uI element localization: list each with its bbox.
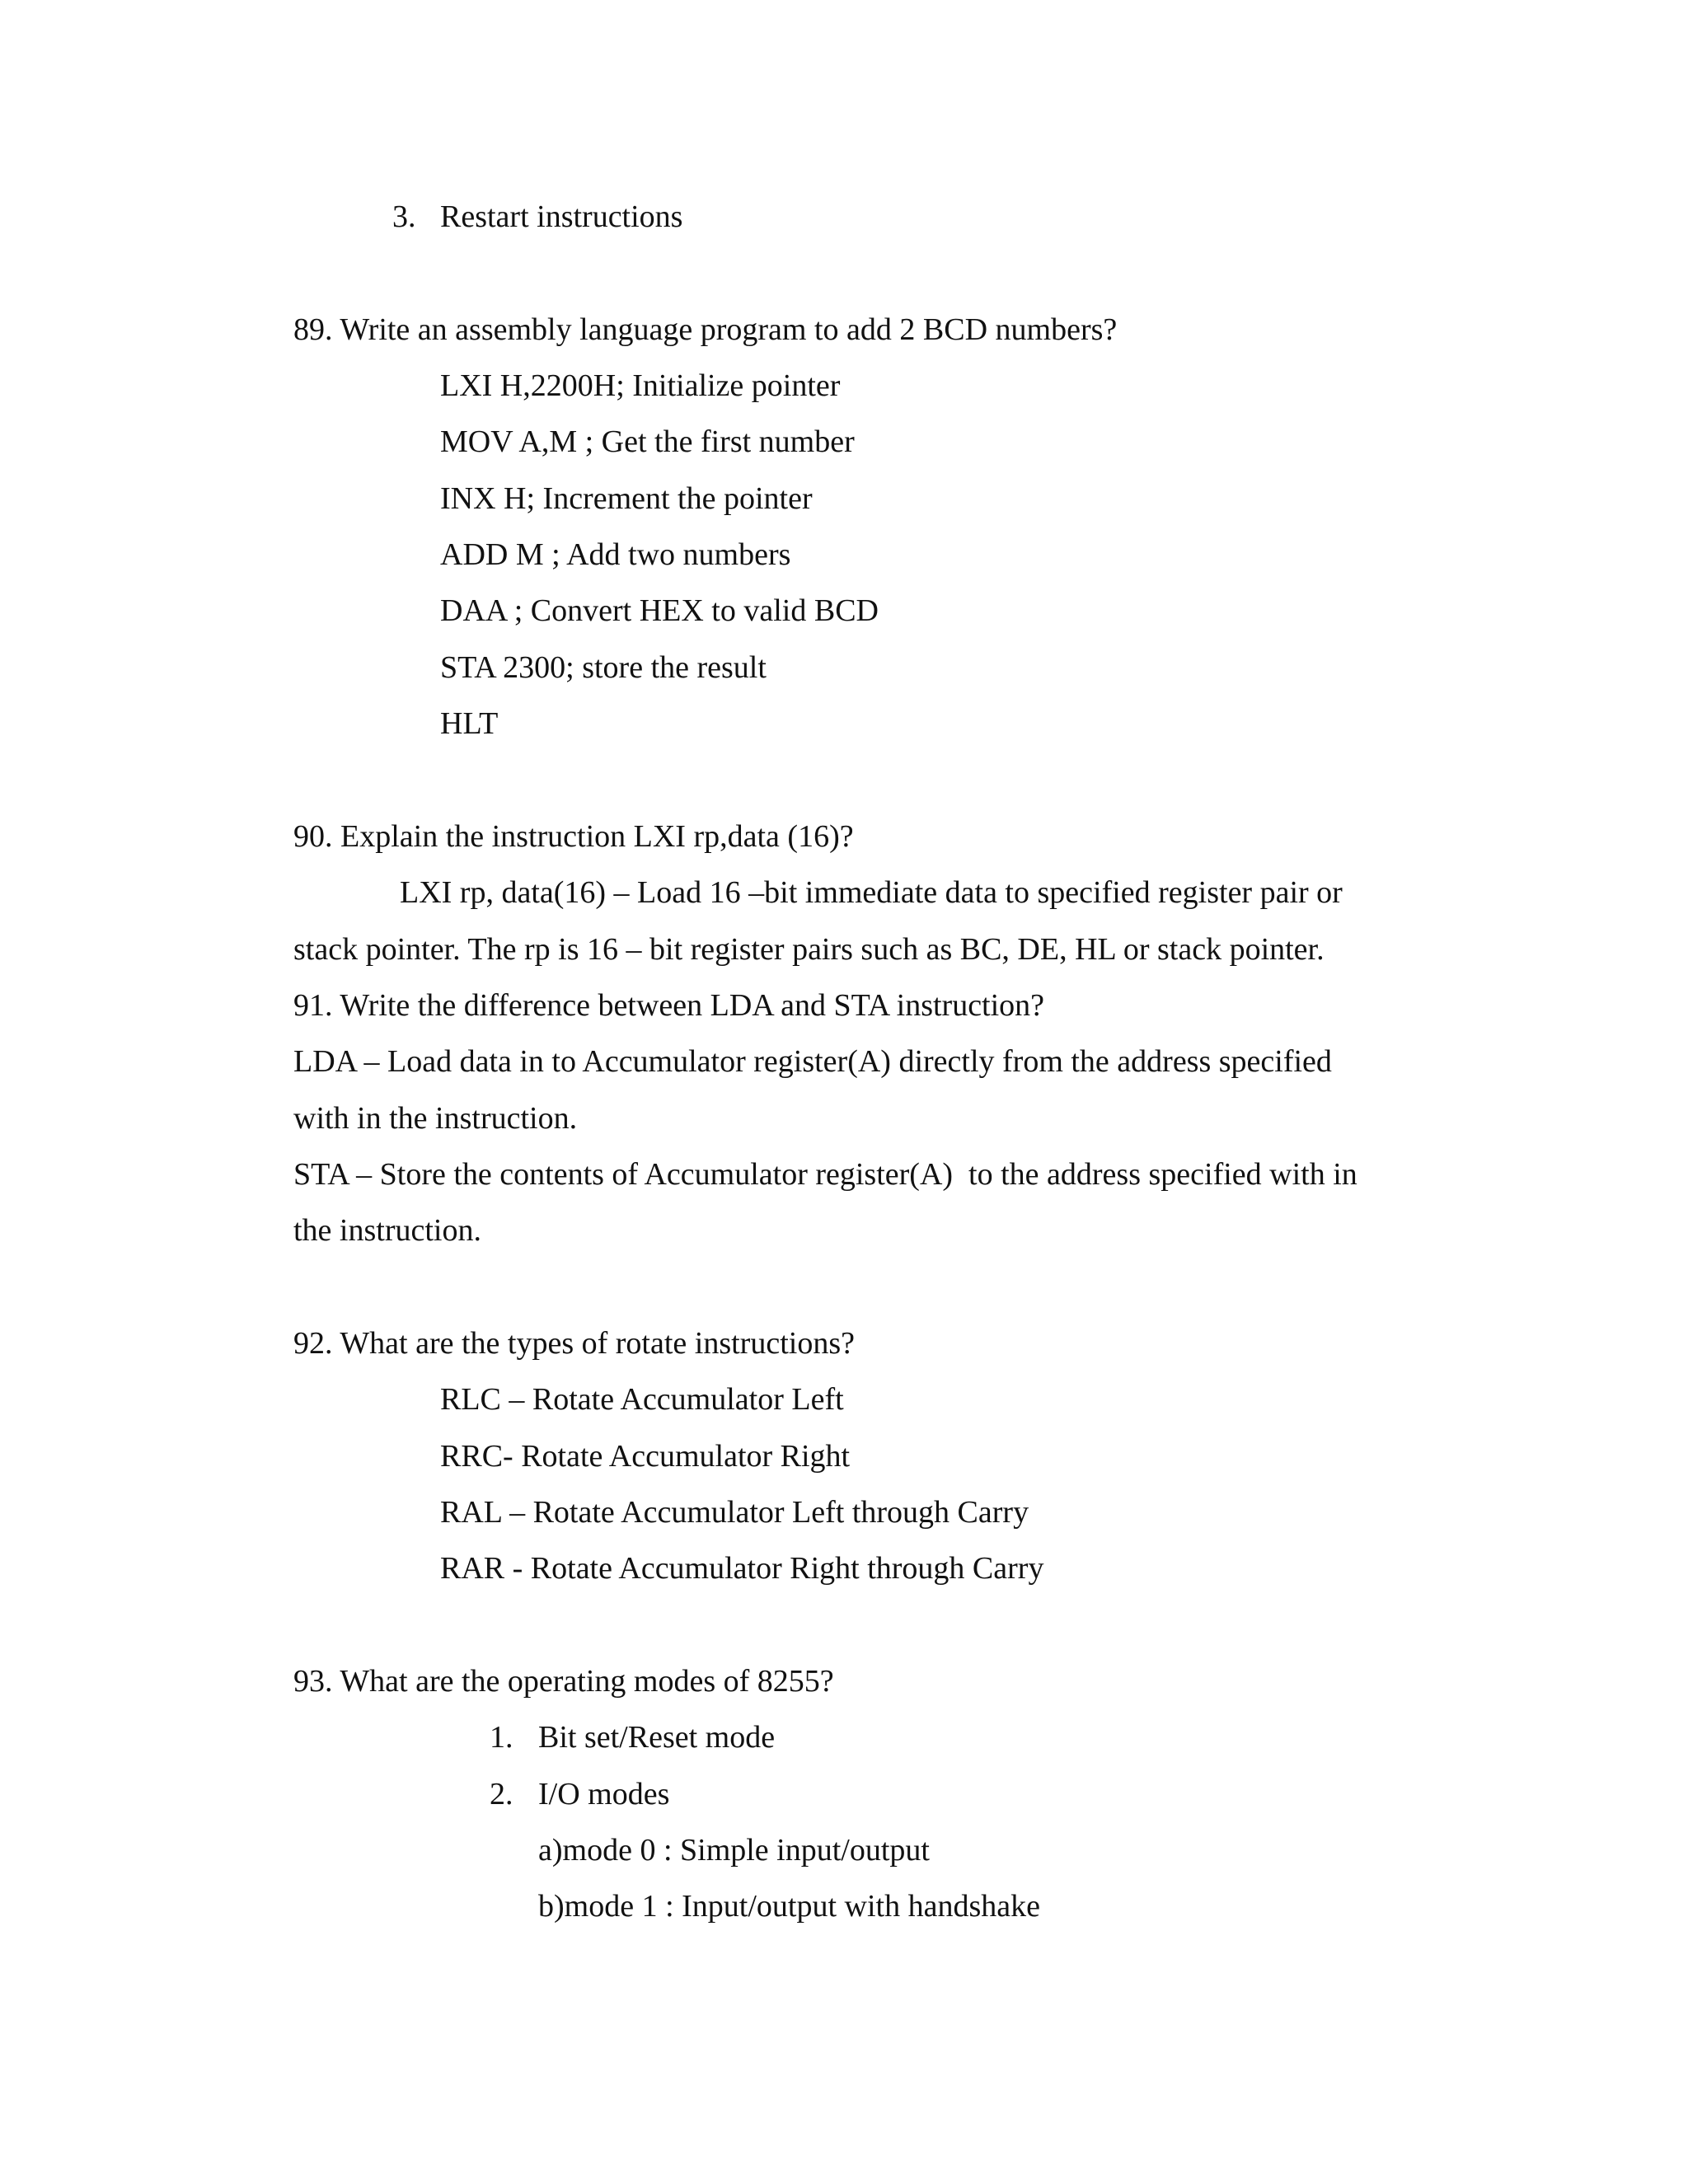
rotate-item-rrc: RRC- Rotate Accumulator Right	[440, 1439, 851, 1474]
question-89: 89. Write an assembly language program to add 2 BCD numbers?	[293, 312, 1118, 347]
code-line: LXI H,2200H; Initialize pointer	[440, 368, 841, 403]
list-number: 2.	[490, 1777, 513, 1811]
rotate-item-ral: RAL – Rotate Accumulator Left through Carry	[440, 1495, 1029, 1530]
answer-91-lda-line-2: with in the instruction.	[293, 1101, 578, 1136]
mode-item-io-modes: I/O modes	[538, 1777, 670, 1811]
question-93: 93. What are the operating modes of 8255?	[293, 1664, 834, 1699]
code-line: INX H; Increment the pointer	[440, 481, 813, 516]
code-line: ADD M ; Add two numbers	[440, 537, 791, 572]
list-item-restart-instructions: Restart instructions	[440, 199, 683, 234]
code-line: HLT	[440, 706, 499, 741]
list-number: 1.	[490, 1720, 513, 1755]
question-91: 91. Write the difference between LDA and STA instruction?	[293, 988, 1045, 1023]
answer-90-line-1: LXI rp, data(16) – Load 16 –bit immediate data to specified register pair or	[400, 875, 1343, 910]
code-line: STA 2300; store the result	[440, 650, 767, 685]
answer-91-sta-line-2: the instruction.	[293, 1213, 481, 1248]
mode-item-bit-set-reset: Bit set/Reset mode	[538, 1720, 776, 1755]
code-line: DAA ; Convert HEX to valid BCD	[440, 593, 879, 628]
rotate-item-rar: RAR - Rotate Accumulator Right through Carry	[440, 1551, 1044, 1586]
question-92: 92. What are the types of rotate instructions?	[293, 1326, 855, 1361]
list-number: 3.	[392, 199, 416, 234]
answer-91-lda-line-1: LDA – Load data in to Accumulator register(A) directly from the address specified	[293, 1044, 1332, 1079]
io-mode-1: b)mode 1 : Input/output with handshake	[538, 1889, 1040, 1924]
io-mode-0: a)mode 0 : Simple input/output	[538, 1833, 930, 1868]
answer-90-line-2: stack pointer. The rp is 16 – bit register pairs such as BC, DE, HL or stack pointer.	[293, 932, 1325, 967]
answer-91-sta-line-1: STA – Store the contents of Accumulator register(A) to the address specified with in	[293, 1157, 1357, 1192]
code-line: MOV A,M ; Get the first number	[440, 424, 855, 459]
question-90: 90. Explain the instruction LXI rp,data (16)?	[293, 819, 854, 854]
rotate-item-rlc: RLC – Rotate Accumulator Left	[440, 1382, 844, 1417]
